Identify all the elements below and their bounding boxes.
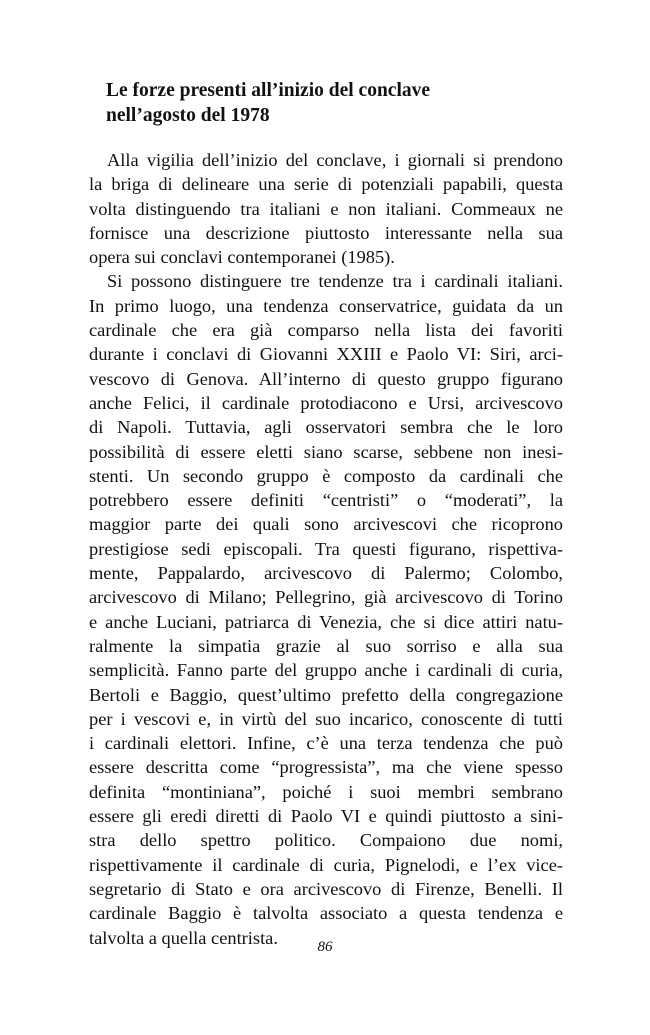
text-line: prestigiose sedi episcopali. Tra questi figurano, rispettiva-: [89, 538, 563, 559]
text-line: opera sui conclavi contemporanei (1985).: [89, 247, 395, 268]
text-line: semplicità. Fanno parte del gruppo anche i cardinali di curia,: [89, 660, 563, 681]
text-line: essere descritta come “progressista”, ma che viene spesso: [89, 757, 563, 778]
text-line: la briga di delineare una serie di potenziali papabili, questa: [89, 174, 563, 195]
text-line: anche Felici, il cardinale protodiacono e Ursi, arcivescovo: [89, 392, 563, 413]
section-heading: [106, 78, 566, 128]
paragraph: [89, 148, 563, 269]
text-line: e anche Luciani, patriarca di Venezia, che si dice attiri natu-: [89, 611, 563, 632]
text-line: fornisce una descrizione piuttosto interessante nella sua: [89, 222, 563, 243]
text-line: vescovo di Genova. All’interno di questo gruppo figurano: [89, 368, 563, 389]
text-line: arcivescovo di Milano; Pellegrino, già arcivescovo di Torino: [89, 587, 563, 608]
text-line: stenti. Un secondo gruppo è composto da cardinali che: [89, 465, 563, 486]
text-line: essere gli eredi diretti di Paolo VI e quindi piuttosto a sini-: [89, 806, 563, 827]
page-number: 86: [317, 939, 333, 955]
text-line: Alla vigilia dell’inizio del conclave, i giornali si prendono: [107, 150, 563, 170]
text-line: In primo luogo, una tendenza conservatrice, guidata da un: [89, 295, 563, 316]
text-line: talvolta a quella centrista.: [89, 927, 278, 948]
text-line: maggior parte dei quali sono arcivescovi che ricoprono: [89, 514, 563, 535]
text-line: di Napoli. Tuttavia, agli osservatori sembra che le loro: [89, 417, 563, 438]
text-line: potrebbero essere definiti “centristi” o “moderati”, la: [89, 490, 563, 511]
text-line: durante i conclavi di Giovanni XXIII e Paolo VI: Siri, arci-: [89, 344, 563, 365]
text-line: Bertoli e Baggio, quest’ultimo prefetto della congregazione: [89, 684, 563, 705]
text-line: ralmente la simpatia grazie al suo sorriso e alla sua: [89, 635, 563, 656]
text-line: volta distinguendo tra italiani e non italiani. Commeaux ne: [89, 198, 563, 219]
text-line: Si possono distinguere tre tendenze tra i cardinali italiani.: [107, 271, 563, 292]
text-line: rispettivamente il cardinale di curia, Pignelodi, e l’ex vice-: [89, 854, 563, 875]
text-line: cardinale che era già comparso nella lista dei favoriti: [89, 320, 563, 341]
paragraph: [89, 269, 563, 949]
text-line: i cardinali elettori. Infine, c’è una terza tendenza che può: [89, 733, 563, 754]
text-line: definita “montiniana”, poiché i suoi membri sembrano: [89, 781, 563, 802]
text-line: mente, Pappalardo, arcivescovo di Palermo; Colombo,: [89, 563, 563, 584]
section-heading-line: Le forze presenti all’inizio del conclave: [106, 80, 431, 101]
text-line: stra dello spettro politico. Compaiono due nomi,: [89, 830, 563, 851]
text-line: cardinale Baggio è talvolta associato a questa tendenza e: [89, 903, 563, 924]
section-heading-line: nell’agosto del 1978: [106, 105, 270, 126]
text-line: possibilità di essere eletti siano scarse, sebbene non inesi-: [89, 441, 563, 462]
text-line: per i vescovi e, in virtù del suo incarico, conoscente di tutti: [89, 708, 563, 729]
text-line: segretario di Stato e ora arcivescovo di Firenze, Benelli. Il: [89, 878, 563, 899]
body-text: [89, 148, 563, 950]
